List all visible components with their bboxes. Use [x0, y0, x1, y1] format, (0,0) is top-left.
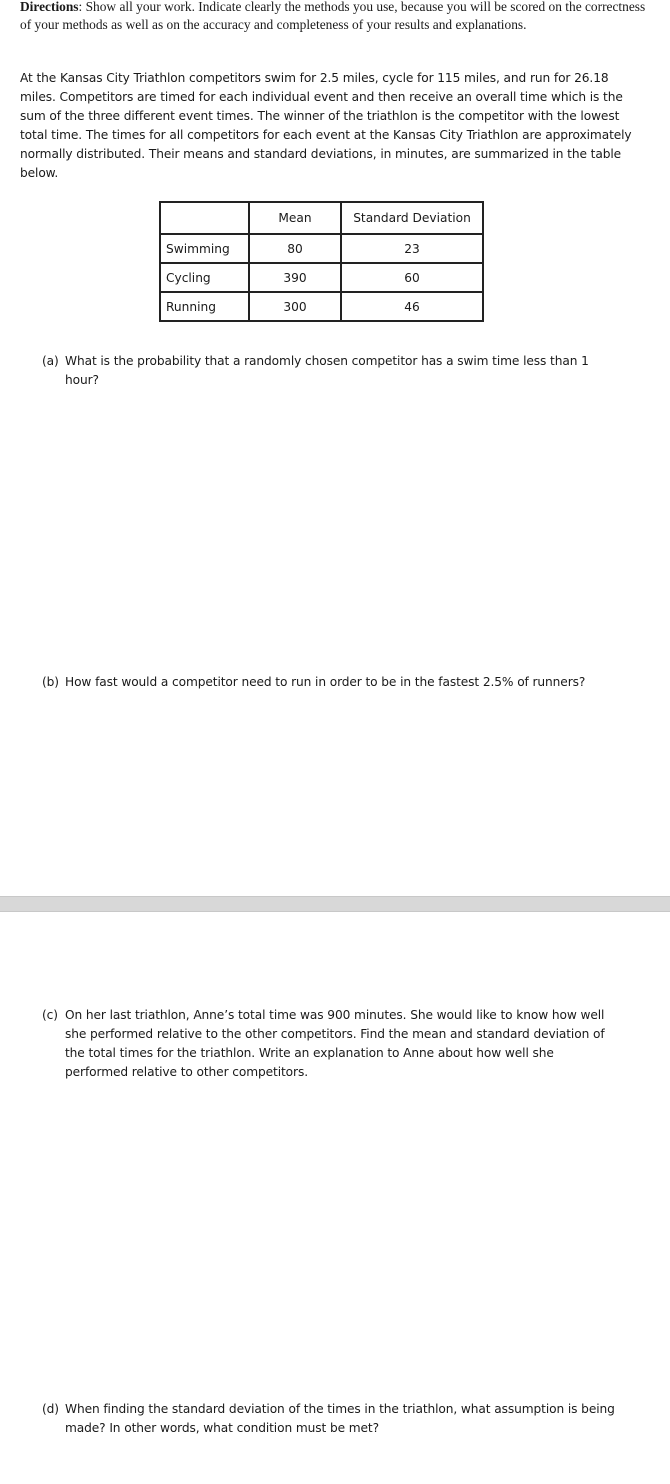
question-d: [42, 1400, 617, 1438]
intro-paragraph: At the Kansas City Triathlon competitors swim for 2.5 miles, cycle for 115 miles, and run for 26.18 miles. Competitors are timed for each individual event and then receive an overall time which is the sum of the three different event times. The winner of the triathlon is the competitor with the lowest total time. The times for all competitors for each event at the Kansas City Triathlon are approximately normally distributed. Their means and standard deviations, in minutes, are summarized in the table below.: [20, 71, 632, 180]
table-header-mean: Mean: [249, 202, 341, 234]
event-mean: 300: [249, 292, 341, 321]
question-a: [42, 352, 617, 390]
question-text: How fast would a competitor need to run in order to be in the fastest 2.5% of runners?: [65, 675, 586, 689]
directions-label: Directions: [20, 0, 79, 14]
event-sd: 46: [341, 292, 483, 321]
event-name: Running: [160, 292, 249, 321]
question-c: [42, 1006, 617, 1082]
question-letter: (a): [42, 354, 59, 368]
event-name: Swimming: [160, 234, 249, 263]
question-text: On her last triathlon, Anne’s total time was 900 minutes. She would like to know how well she performed relative to the other competitors. Find the mean and standard deviation of the total times for the triathlon. Write an explanation to Anne about how well she performed relative to other competitors.: [65, 1008, 605, 1079]
directions-paragraph: [20, 0, 650, 34]
event-sd: 23: [341, 234, 483, 263]
event-mean: 80: [249, 234, 341, 263]
directions-text: : Show all your work. Indicate clearly the methods you use, because you will be scored on the correctness of your methods as well as on the accuracy and completeness of your results and explanations.: [20, 0, 646, 32]
event-sd: 60: [341, 263, 483, 292]
question-text: What is the probability that a randomly chosen competitor has a swim time less than 1 hour?: [65, 354, 589, 387]
question-letter: (d): [42, 1402, 59, 1416]
event-mean: 390: [249, 263, 341, 292]
table-row: [160, 292, 483, 321]
event-stats-table: [159, 201, 484, 322]
event-name: Cycling: [160, 263, 249, 292]
table-header-cell: [160, 202, 249, 234]
question-letter: (b): [42, 675, 59, 689]
question-text: When finding the standard deviation of the times in the triathlon, what assumption is being made? In other words, what condition must be met?: [65, 1402, 615, 1435]
worksheet-page-2: [0, 912, 670, 1484]
question-b: [42, 673, 617, 692]
table-header-sd: Standard Deviation: [341, 202, 483, 234]
table-row: [160, 234, 483, 263]
table-header-row: [160, 202, 483, 234]
table-row: [160, 263, 483, 292]
question-letter: (c): [42, 1008, 58, 1022]
page-break-divider: [0, 896, 670, 912]
